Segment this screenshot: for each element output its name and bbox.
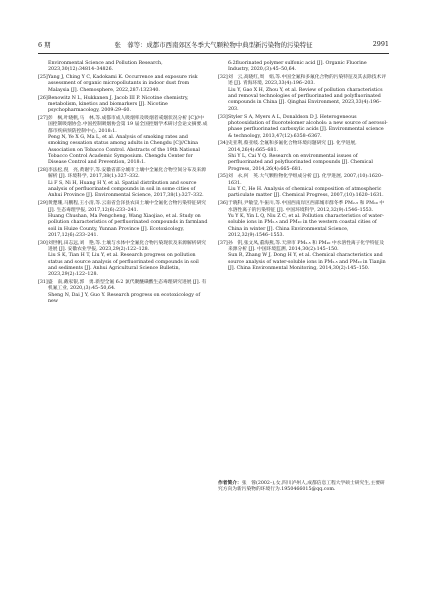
reference-text xyxy=(218,201,388,214)
reference-text xyxy=(48,135,208,167)
reference-entry xyxy=(38,168,208,200)
reference-entry xyxy=(218,241,388,273)
author-intro-text: 张 蓉(2002–),女,四川泸州人,成都信息工程大学硕士研究生,主要研究方向为新污染物的环境行为.1950466015@qq.com. xyxy=(218,481,385,493)
reference-text xyxy=(218,240,388,254)
reference-number: [29] xyxy=(38,201,48,207)
reference-number: [33] xyxy=(218,114,228,120)
reference-entry xyxy=(38,201,208,239)
reference-line: Styler S A, Myers A L, Donaldson D J. Heterogeneous photooxidation of fluorotelomer alcohols: a new source of aerosol-phase perfluorinated carboxylic acids [J]. Environmental science & technology, 2013,47(12):6358–6367. xyxy=(228,114,388,139)
reference-entry xyxy=(38,75,208,94)
reference-line: Li F S, Ni H, Huang H Y, et al. Spatial distribution and source analysis of perfluorinated compounds in soil in some cities of Anhui Province [J]. Environmental Science, 2017,38(1):327–332. xyxy=(48,180,204,199)
reference-line: Sun R, Zhang W J, Dong H Y, et al. Chemical characteristics and source analysis of water-soluble ions in PM₂.₅ and PM₁₀ in Tianjin [J]. China Environmental Monitoring, 2014,30(2):145–150. xyxy=(228,253,386,271)
running-header xyxy=(38,40,389,52)
reference-text xyxy=(218,75,388,88)
header-rule xyxy=(38,53,389,54)
reference-line: 刘 云,高晓红,周 娟,等.中国全氟和多氟化合物的污染特征及其去除技术评述 [J]. 青海环境, 2023,33(4):196–203. xyxy=(228,75,387,87)
reference-text xyxy=(48,61,208,74)
reference-number: [36] xyxy=(218,201,228,207)
reference-text xyxy=(228,88,388,113)
reference-line: 盛 南,戴家银,郭 勇.新型全氟 6:2 氯代聚醚磺酸生态毒理研究进展 [J]. 有机氟工业, 2020,(3):45–50,64. xyxy=(48,280,207,292)
reference-line: 刘 永,何 英.大气颗粒物化学组成分析 [J]. 化学进展, 2007,(10):1620–1631. xyxy=(228,174,384,186)
reference-text xyxy=(38,280,208,293)
reference-text xyxy=(48,293,208,306)
author-intro-label: 作者简介： xyxy=(218,481,242,486)
reference-text xyxy=(38,168,208,181)
reference-line: Sheng N, Dai J Y, Guo Y. Research progress on ecotoxicology of new xyxy=(48,292,201,305)
reference-entry xyxy=(218,141,388,173)
reference-number: [25] xyxy=(38,75,48,81)
reference-line: Environmental Science and Pollution Research, 2023,30(12):34814–34826. xyxy=(48,61,163,73)
reference-text xyxy=(48,181,208,200)
reference-text xyxy=(228,187,388,200)
reference-line: 史亚利,蔡亚岐.全氟和多氟化合物环境问题研究 [J]. 化学进展, 2014,26(4):665–681. xyxy=(228,141,357,153)
reference-line: Liu S K, Tian H T, Liu Y, et al. Research progress on pollution status and source analysis of perfluorinated compounds in soil and sediments [J]. Anhui Agricultural Science Bulletin, 2023,29(2):122–128. xyxy=(48,253,199,278)
reference-number: [28] xyxy=(38,168,48,174)
reference-line: Peng N, Ye X G, Ma L, et al. Analysis of smoking rates and smoking cessation status among adults in Chengdu [C]//China Association on Tobacco Control. Abstracts of the 19th National Tobacco Control Academic Symposium. Chengdu Center for Disease Control and Prevention, 2018:1. xyxy=(48,134,200,166)
reference-line: Shi Y L, Cai Y Q. Research on environmental issues of perfluorinated and polyfluorinated compounds [J]. Chemical Progress, 2014,26(4):665–681. xyxy=(228,153,373,172)
reference-text xyxy=(228,214,388,239)
reference-line: Benowitz N L, Hukkanen J, Jacob III P. Nicotine chemistry, metabolism, kinetics and biomarkers [J]. Nicotine psychopharmacology, 2009:29–60. xyxy=(48,95,189,114)
reference-number: [32] xyxy=(218,75,228,81)
reference-line: Yu Y K, Yin L Q, Niu Z C, et al. Pollution characteristics of water-soluble ions in PM₂.₅ and PM₁₀ in the western coastal cities of China in winter [J]. China Environmental Science, 2012,32(9):1546–1553. xyxy=(228,213,384,238)
reference-entry xyxy=(38,116,208,167)
reference-number: [34] xyxy=(218,141,228,147)
reference-text xyxy=(228,154,388,173)
reference-entry xyxy=(38,280,208,305)
author-introduction xyxy=(218,481,388,494)
reference-line: 彭 枫,叶晓帆,马 林,等.成都市成人吸烟率及吸烟者戒烟状况分析 [C]//中国控制吸烟协会.中国控制吸烟协会第 19 届全国控烟学术研讨会论文摘要.成都市疾病预防控制中心, 2018:1. xyxy=(48,115,208,134)
reference-line: Yang J, Ching Y C, Kadokami K. Occurrence and exposure risk assessment of organic micropollutants in indoor dust from Malaysia [J]. Chemosphere, 2022,287:132340. xyxy=(48,75,198,93)
reference-text xyxy=(228,253,388,272)
reference-number: [27] xyxy=(38,115,48,121)
reference-text xyxy=(38,240,208,254)
reference-text xyxy=(38,115,208,135)
reference-number: [37] xyxy=(218,240,228,246)
reference-column-left xyxy=(38,61,208,307)
reference-entry xyxy=(218,115,388,140)
reference-line: Liu Y, Gao X H, Zhou Y, et al. Review of pollution characteristics and removal technologies of perfluorinated and polyfluorinated compounds in China [J]. Qinghai Environment, 2023,33(4):196–203. xyxy=(228,87,383,112)
reference-column-right xyxy=(218,61,388,274)
reference-line: Huang Chushan, Ma Pengcheng, Wang Xiaojiao, et al. Study on pollution characteristics of perfluorinated compounds in farmland soil in Huize County, Yunnan Province [J]. Ecotoxicology, 2017,12(6):233–241. xyxy=(48,213,208,238)
reference-entry xyxy=(218,201,388,239)
reference-text xyxy=(218,141,388,154)
reference-number: [35] xyxy=(218,174,228,180)
reference-line: 6:2fluorinated polymer sulfonic acid [J]. Organic Fluorine Industry, 2020,(3):45–50,64. xyxy=(228,61,367,73)
reference-entry xyxy=(218,61,388,74)
reference-entry xyxy=(38,96,208,115)
reference-line: 于晓科,尹敏莹,牛振川,等.中国西南岸区西部城市群冬季 PM₂.₅ 和 PM₁₀ 中水溶性离子的污染特征 [J]. 中国环境科学, 2012,32(9):1546–1553. xyxy=(228,201,385,213)
reference-text xyxy=(38,95,208,115)
reference-text xyxy=(48,253,208,278)
reference-entry xyxy=(218,75,388,113)
reference-text xyxy=(218,114,388,140)
running-title: 张 蓉等：成都市西南郊区冬季大气颗粒物中典型新污染物的污染特征 xyxy=(114,41,313,49)
reference-entry xyxy=(38,241,208,279)
reference-text xyxy=(38,201,208,214)
issue-number: 6 期 xyxy=(38,41,51,49)
reference-line: 刘世帆,田志远,刘 艳,等.土壤与水体中全氟化合物污染现状及来源解析研究进展 [J]. 安徽农业学报, 2023,29(2):122–128. xyxy=(48,240,207,252)
reference-line: Liu Y C, He H. Analysis of chemical composition of atmospheric particulate matter [J]. Chemical Progress, 2007,(10):1620–1631. xyxy=(228,187,384,199)
reference-text xyxy=(48,214,208,239)
reference-text xyxy=(218,174,388,187)
reference-number: [31] xyxy=(38,280,48,286)
reference-line: 孙 钒,张文凤,董海燕,等.天津市 PM₂.₅ 和 PM₁₀ 中水溶性离子化学特征及来源分析 [J]. 中国环境监测, 2014,30(2):145–150. xyxy=(228,240,385,252)
page-number: 2991 xyxy=(372,40,389,48)
reference-number: [30] xyxy=(38,240,48,246)
reference-entry xyxy=(38,61,208,74)
reference-text xyxy=(228,61,388,74)
reference-entry xyxy=(218,174,388,199)
reference-number: [26] xyxy=(38,95,48,101)
reference-line: 李法松,倪 亮,黄谢宇,等.安徽省部分城市土壤中全氟化合物空间分布及来源解析 [J]. 环境科学, 2017,38(1):327–332. xyxy=(48,168,207,180)
reference-text xyxy=(38,75,208,94)
reference-line: 黄楚珊,马鹏程,王小清,等.云南省会泽县农田土壤中全氟化合物污染特征研究 [J]. 生态毒理学报, 2017,12(6):233–241. xyxy=(48,201,207,213)
